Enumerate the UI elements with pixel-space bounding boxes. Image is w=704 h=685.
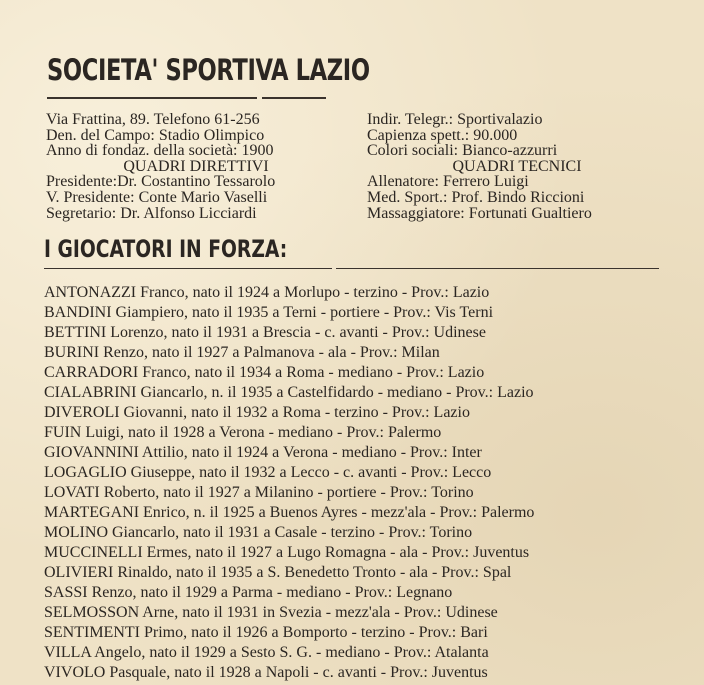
player-row: GIOVANNINI Attilio, nato il 1924 a Verona - mediano - Prov.: Inter [44, 444, 482, 461]
player-row: SELMOSSON Arne, nato il 1931 in Svezia - mezz'ala - Prov.: Udinese [44, 604, 498, 621]
info-colors: Colori sociali: Bianco-azzurri [367, 142, 558, 160]
players-list [44, 283, 694, 683]
player-row: FUIN Luigi, nato il 1928 a Verona - mediano - Prov.: Palermo [44, 424, 442, 441]
title-underline-end [262, 97, 326, 99]
player-row: MOLINO Giancarlo, nato il 1931 a Casale - terzino - Prov.: Torino [44, 524, 473, 541]
info-coach: Allenatore: Ferrero Luigi [367, 173, 529, 191]
club-info-left [46, 112, 346, 221]
players-heading-rule-right [336, 268, 659, 269]
technical-heading: QUADRI TECNICI [452, 157, 582, 175]
info-masseur: Massaggiatore: Fortunati Gualtiero [367, 204, 592, 222]
player-row: BURINI Renzo, nato il 1927 a Palmanova - ala - Prov.: Milan [44, 344, 440, 361]
info-address: Via Frattina, 89. Telefono 61-256 [46, 111, 260, 128]
player-row: CIALABRINI Giancarlo, n. il 1935 a Castelfidardo - mediano - Prov.: Lazio [44, 384, 534, 401]
player-row: BETTINI Lorenzo, nato il 1931 a Brescia - c. avanti - Prov.: Udinese [44, 324, 486, 341]
info-stadium: Den. del Campo: Stadio Olimpico [46, 126, 265, 144]
players-heading: I GIOCATORI IN FORZA: [44, 235, 288, 263]
player-row: VIVOLO Pasquale, nato il 1928 a Napoli - c. avanti - Prov.: Juventus [44, 664, 488, 681]
info-vice-president: V. Presidente: Conte Mario Vaselli [46, 188, 268, 206]
player-row: LOGAGLIO Giuseppe, nato il 1932 a Lecco - c. avanti - Prov.: Lecco [44, 464, 492, 481]
player-row: MARTEGANI Enrico, n. il 1925 a Buenos Ayres - mezz'ala - Prov.: Palermo [44, 504, 535, 521]
player-row: SENTIMENTI Primo, nato il 1926 a Bomporto - terzino - Prov.: Bari [44, 624, 488, 641]
player-row: DIVEROLI Giovanni, nato il 1932 a Roma - terzino - Prov.: Lazio [44, 404, 470, 421]
player-row: OLIVIERI Rinaldo, nato il 1935 a S. Benedetto Tronto - ala - Prov.: Spal [44, 564, 512, 581]
info-doctor: Med. Sport.: Prof. Bindo Riccioni [367, 188, 585, 206]
directors-heading: QUADRI DIRETTIVI [123, 157, 269, 175]
info-founded: Anno di fondaz. della società: 1900 [46, 142, 274, 160]
info-capacity: Capienza spett.: 90.000 [367, 126, 518, 144]
club-title: SOCIETA' SPORTIVA LAZIO [47, 53, 370, 87]
info-president: Presidente:Dr. Costantino Tessarolo [46, 173, 276, 191]
player-row: SASSI Renzo, nato il 1929 a Parma - mediano - Prov.: Legnano [44, 584, 453, 601]
player-row: ANTONAZZI Franco, nato il 1924 a Morlupo - terzino - Prov.: Lazio [44, 284, 490, 301]
players-heading-rule [44, 268, 332, 269]
title-underline [47, 97, 257, 99]
info-secretary: Segretario: Dr. Alfonso Licciardi [46, 204, 257, 222]
player-row: VILLA Angelo, nato il 1929 a Sesto S. G. - mediano - Prov.: Atalanta [44, 644, 489, 661]
player-row: MUCCINELLI Ermes, nato il 1927 a Lugo Romagna - ala - Prov.: Juventus [44, 544, 530, 561]
player-row: LOVATI Roberto, nato il 1927 a Milanino - portiere - Prov.: Torino [44, 484, 474, 501]
player-row: BANDINI Giampiero, nato il 1935 a Terni - portiere - Prov.: Vis Terni [44, 304, 494, 321]
club-info-right [367, 112, 667, 221]
info-telegraph: Indir. Telegr.: Sportivalazio [367, 111, 543, 128]
player-row: CARRADORI Franco, nato il 1934 a Roma - mediano - Prov.: Lazio [44, 364, 485, 381]
